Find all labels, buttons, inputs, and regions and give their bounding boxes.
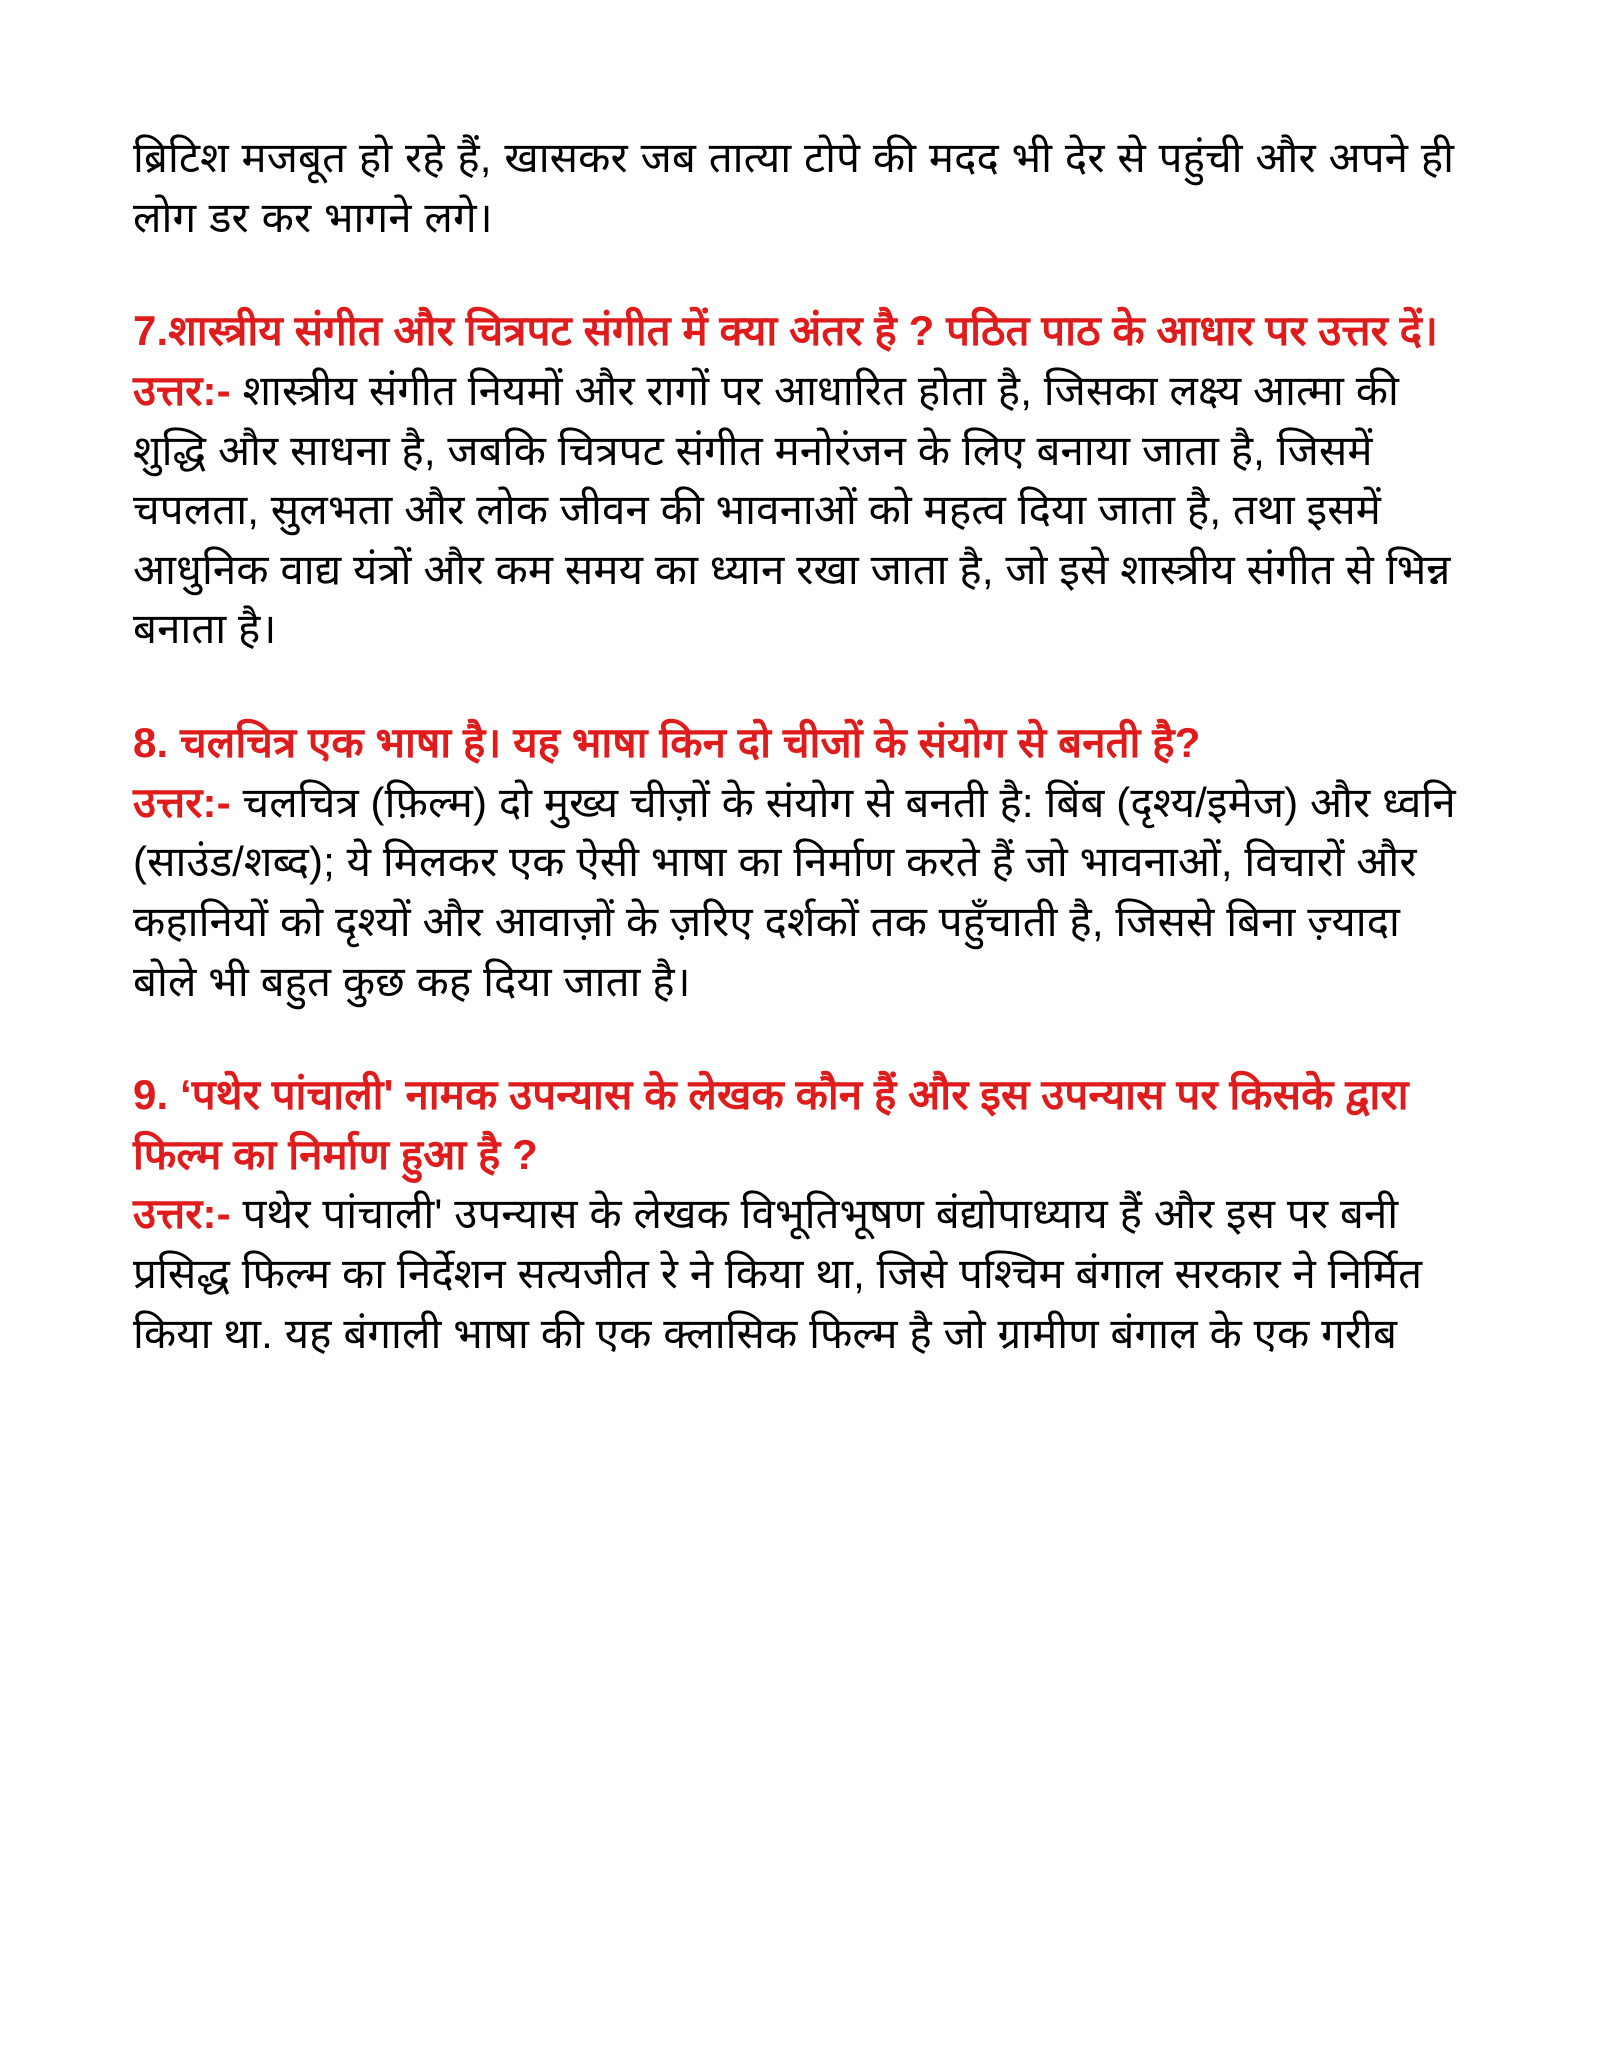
answer-label-7: उत्तर:- [133, 366, 243, 414]
answer-body-7: शास्त्रीय संगीत नियमों और रागों पर आधारित होता है, जिसका लक्ष्य आत्मा की शुद्धि और साधना है, जबकि चित्रपट संगीत मनोरंजन के लिए बनाया जाता है, जिसमें चपलता, सुलभता और लोक जीवन की भावनाओं को महत्व दिया जाता है, तथा इसमें आधुनिक वाद्य यंत्रों और कम समय का ध्यान रखा जाता है, जो इसे शास्त्रीय संगीत से भिन्न बनाता है। [133, 366, 1451, 653]
qa-block-8 [133, 713, 1463, 1011]
qa-block-9 [133, 1065, 1463, 1363]
question-heading-8: 8. चलचित्र एक भाषा है। यह भाषा किन दो चीजों के संयोग से बनती है? [133, 719, 1201, 766]
question-heading-9: 9. ‘पथेर पांचाली' नामक उपन्यास के लेखक कौन हैं और इस उपन्यास पर किसके द्वारा फिल्म का निर्माण हुआ है ? [133, 1071, 1409, 1178]
answer-paragraph-9 [133, 1184, 1463, 1363]
answer-label-9: उत्तर:- [133, 1190, 243, 1238]
question-heading-7: 7.शास्त्रीय संगीत और चित्रपट संगीत में क्या अंतर है ? पठित पाठ के आधार पर उत्तर दें। [133, 307, 1439, 355]
qa-block-7 [133, 301, 1463, 659]
document-content [133, 128, 1463, 1363]
answer-label-8: उत्तर:- [133, 778, 243, 826]
continued-paragraph: ब्रिटिश मजबूत हो रहे हैं, खासकर जब तात्या टोपे की मदद भी देर से पहुंची और अपने ही लोग डर कर भागने लगे। [133, 134, 1455, 241]
answer-paragraph-8 [133, 773, 1463, 1012]
answer-paragraph-7 [133, 361, 1463, 659]
answer-body-8: चलचित्र (फ़िल्म) दो मुख्य चीज़ों के संयोग से बनती है: बिंब (दृश्य/इमेज) और ध्वनि (साउंड/शब्द); ये मिलकर एक ऐसी भाषा का निर्माण करते हैं जो भावनाओं, विचारों और कहानियों को दृश्यों और आवाज़ों के ज़रिए दर्शकों तक पहुँचाती है, जिससे बिना ज़्यादा बोले भी बहुत कुछ कह दिया जाता है। [133, 778, 1456, 1005]
answer-body-9: पथेर पांचाली' उपन्यास के लेखक विभूतिभूषण बंद्योपाध्याय हैं और इस पर बनी प्रसिद्ध फिल्म का निर्देशन सत्यजीत रे ने किया था, जिसे पश्चिम बंगाल सरकार ने निर्मित किया था. यह बंगाली भाषा की एक क्लासिक फिल्म है जो ग्रामीण बंगाल के एक गरीब [133, 1190, 1423, 1357]
